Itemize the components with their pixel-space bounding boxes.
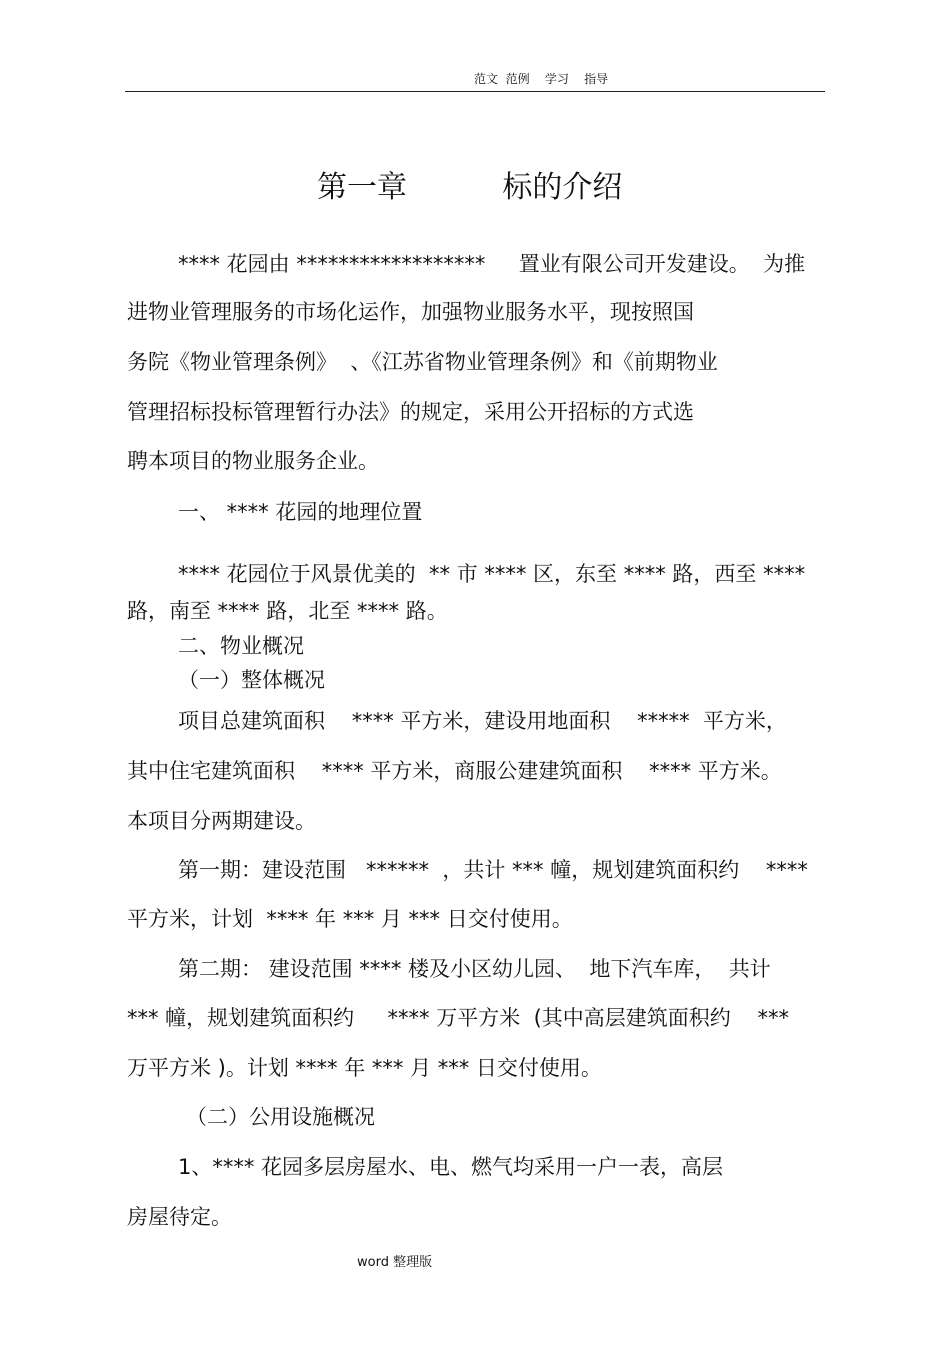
- body-line: **** 花园由 ****************** 置业有限公司开发建设。 为推: [178, 252, 806, 276]
- body-line: 万平方米 )。计划 **** 年 *** 月 *** 日交付使用。: [127, 1056, 602, 1080]
- body-line: 1、**** 花园多层房屋水、电、燃气均采用一户一表，高层: [178, 1155, 724, 1179]
- body-line: 平方米，计划 **** 年 *** 月 *** 日交付使用。: [127, 907, 573, 931]
- subsection-heading: （二）公用设施概况: [186, 1105, 375, 1129]
- body-line: **** 花园位于风景优美的 ** 市 **** 区，东至 **** 路，西至 ****: [178, 562, 806, 586]
- body-line: *** 幢，规划建筑面积约 **** 万平方米 (其中高层建筑面积约 ***: [127, 1006, 789, 1030]
- chapter-title: 第一章 标的介绍: [317, 170, 623, 205]
- body-line: 房屋待定。: [127, 1205, 232, 1229]
- body-line: 聘本项目的物业服务企业。: [127, 449, 379, 473]
- subsection-heading: （一）整体概况: [178, 668, 325, 692]
- body-line: 进物业管理服务的市场化运作，加强物业服务水平，现按照国: [127, 300, 694, 324]
- body-line: 务院《物业管理条例》 、《江苏省物业管理条例》和《前期物业: [127, 350, 718, 374]
- body-line: 本项目分两期建设。: [127, 809, 316, 833]
- body-line: 其中住宅建筑面积 **** 平方米，商服公建建筑面积 **** 平方米。: [127, 759, 782, 783]
- section-heading: 二、物业概况: [178, 634, 304, 658]
- section-heading: 一、 **** 花园的地理位置: [178, 500, 423, 524]
- header-divider: [125, 91, 825, 92]
- page-footer: word 整理版: [357, 1255, 433, 1270]
- body-line: 项目总建筑面积 **** 平方米，建设用地面积 ***** 平方米，: [178, 709, 787, 733]
- body-line: 第二期： 建设范围 **** 楼及小区幼儿园、 地下汽车库， 共计: [178, 957, 771, 981]
- page-header: 范文 范例 学习 指导: [474, 72, 609, 86]
- body-line: 第一期：建设范围 ****** ，共计 *** 幢，规划建筑面积约 ****: [178, 858, 808, 882]
- body-line: 管理招标投标管理暂行办法》的规定，采用公开招标的方式选: [127, 400, 694, 424]
- body-line: 路，南至 **** 路，北至 **** 路。: [127, 599, 448, 623]
